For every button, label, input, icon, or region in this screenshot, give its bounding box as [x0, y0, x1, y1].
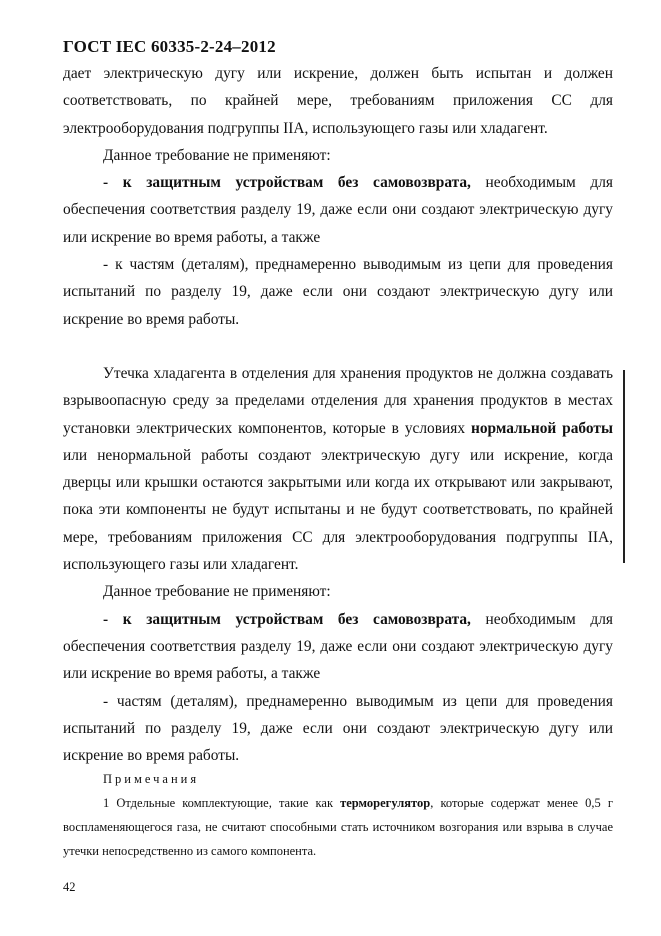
paragraph-continuation: дает электрическую дугу или искрение, должен быть испытан и должен соответствовать, по крайней мере, требованиям приложения СС для электрооборудования подгруппы IIA, использующего газы или хладагент. — [63, 65, 613, 137]
text-block-2 — [63, 360, 613, 769]
note-1 — [63, 791, 613, 863]
text-block-1 — [63, 60, 613, 333]
paragraph-text: Утечка хладагента в отделения для хранения продуктов не должна создавать взрывоопасную среду за пределами отделения для хранения продуктов в местах установки электрических компонентов, которые в условиях — [63, 365, 613, 437]
bold-phrase: - к защитным устройствам без самовозврата, — [103, 174, 471, 192]
notes-section — [63, 767, 613, 863]
paragraph-text: необходимым для обеспечения соответствия разделу 19, даже если они создают электрическую дугу или искрение во время работы, а также — [63, 174, 613, 246]
paragraph-text: необходимым для обеспечения соответствия разделу 19, даже если они создают электрическую дугу или искрение во время работы, а также — [63, 610, 613, 683]
paragraph-refrigerant-leak — [63, 360, 613, 578]
notes-heading: Примечания — [103, 772, 200, 786]
paragraph-exemption-devices — [63, 606, 613, 688]
paragraph-exemption-devices — [63, 169, 613, 251]
document-header: ГОСТ IEC 60335-2-24–2012 — [63, 37, 276, 56]
page-number: 42 — [63, 880, 76, 894]
revision-bar — [623, 370, 625, 563]
bold-phrase: - к защитным устройствам без самовозврата, — [103, 610, 471, 628]
bold-phrase: терморегулятор — [340, 796, 431, 810]
note-text: 1 Отдельные комплектующие, такие как — [103, 796, 341, 810]
paragraph-text: или ненормальной работы создают электрическую дугу или искрение, когда дверцы или крышки остаются закрытыми или когда их открывают или закрывают, пока эти компоненты не будут испытаны и не будут соответствовать, по крайней мере, требованиям приложения СС для электрооборудования подгруппы IIA, использующего газы или хладагент. — [63, 446, 613, 574]
note-text: , которые содержат менее 0,5 г воспламеняющегося газа, не считают способными стать источником возгорания или взрыва в случае утечки непосредственно из самого компонента. — [63, 796, 613, 858]
paragraph-exemption-intro: Данное требование не применяют: — [103, 583, 331, 601]
bold-phrase: нормальной работы — [470, 419, 613, 437]
paragraph-exemption-parts: - частям (деталям), преднамеренно выводимым из цепи для проведения испытаний по разделу 19, даже если они создают электрическую дугу или искрение во время работы. — [63, 692, 613, 765]
paragraph-exemption-parts: - к частям (деталям), преднамеренно выводимым из цепи для проведения испытаний по разделу 19, даже если они создают электрическую дугу или искрение во время работы. — [63, 256, 613, 328]
paragraph-exemption-intro: Данное требование не применяют: — [103, 146, 331, 164]
